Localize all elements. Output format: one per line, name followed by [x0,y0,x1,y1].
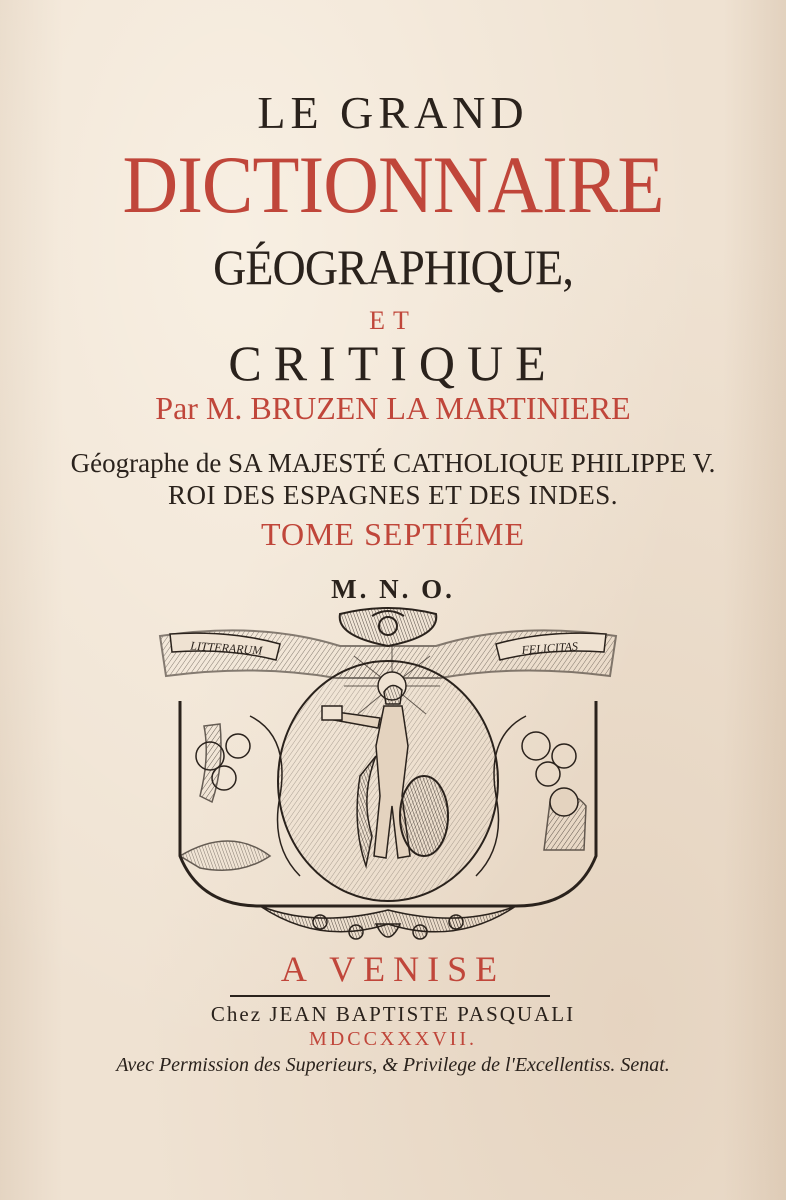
imprint-privilege: Avec Permission des Superieurs, & Privilege de l'Excellentiss. Senat. [116,1054,670,1076]
author-line: Par M. BRUZEN LA MARTINIERE [155,390,631,426]
title-line-geographique: GÉOGRAPHIQUE, [213,239,573,295]
volume-line: TOME SEPTIÉME [261,516,525,552]
title-line-le-grand: LE GRAND [257,87,529,138]
ribbon-left-text: LITTERARUM [189,638,263,658]
title-line-et: ET [369,306,417,335]
title-line-critique: CRITIQUE [228,335,558,391]
imprint-printer: Chez JEAN BAPTISTE PASQUALI [210,1002,576,1026]
engraved-vignette [140,606,636,950]
bottom-garland [260,906,516,939]
imprint-year: MDCCXXXVII. [309,1028,477,1050]
ribbon-right-text: FELICITAS [521,639,579,657]
imprint-place: A VENISE [280,949,506,989]
author-office-line-2: ROI DES ESPAGNES ET DES INDES. [167,480,619,510]
round-shield [400,776,448,856]
author-office-line-1: Géographe de SA MAJESTÉ CATHOLIQUE PHILIPPE V. [70,448,716,478]
imprint-rule [230,995,550,997]
volume-letters: M. N. O. [331,574,455,604]
title-line-dictionnaire: DICTIONNAIRE [122,139,664,230]
